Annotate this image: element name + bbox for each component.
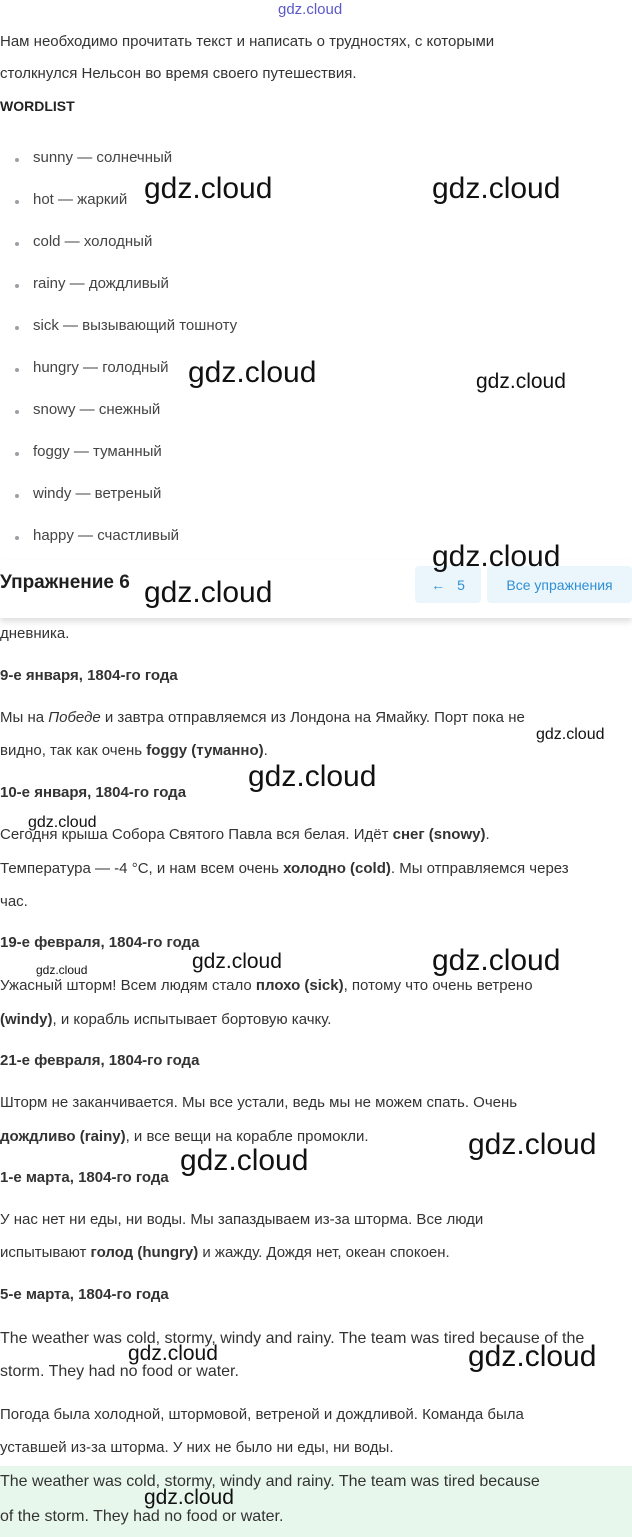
watermark: gdz.cloud — [476, 370, 566, 393]
watermark: gdz.cloud — [180, 1144, 309, 1177]
intro-line-2: столкнулся Нельсон во время своего путешествия. — [0, 65, 357, 82]
watermark: gdz.cloud — [128, 1342, 218, 1365]
watermark: gdz.cloud — [468, 1340, 597, 1373]
watermark: gdz.cloud — [468, 1128, 597, 1161]
arrow-left-icon: ← — [431, 576, 446, 593]
watermark: gdz.cloud — [432, 944, 561, 977]
list-item: hot — жаркий — [33, 191, 128, 208]
diary-date: 19-е февраля, 1804-го года — [0, 934, 200, 951]
answer-highlight-line: of the storm. They had no food or water. — [0, 1508, 284, 1525]
list-item: rainy — дождливый — [33, 275, 169, 292]
diary-line: Сегодня крыша Собора Святого Павла вся белая. Идёт снег (snowy). — [0, 826, 490, 843]
diary-date: 1-е марта, 1804-го года — [0, 1169, 169, 1186]
diary-line: час. — [0, 893, 28, 910]
diary-line: (windy), и корабль испытывает бортовую качку. — [0, 1011, 332, 1028]
watermark: gdz.cloud — [536, 726, 605, 743]
diary-line: У нас нет ни еды, ни воды. Мы запаздываем из-за шторма. Все люди — [0, 1211, 484, 1228]
answer-en-line: The weather was cold, stormy, windy and rainy. The team was tired because of the — [0, 1330, 585, 1347]
list-item: hungry — голодный — [33, 359, 169, 376]
answer-ru-line: уставшей из-за шторма. У них не было ни еды, ни воды. — [0, 1439, 394, 1456]
bullet-icon — [15, 368, 19, 372]
answer-en-line: storm. They had no food or water. — [0, 1363, 239, 1380]
bullet-icon — [15, 536, 19, 540]
answer-ru-line: Погода была холодной, штормовой, ветреной и дождливой. Команда была — [0, 1406, 524, 1423]
diary-line: испытывают голод (hungry) и жажду. Дождя нет, океан спокоен. — [0, 1244, 450, 1261]
wordlist-title: WORDLIST — [0, 98, 75, 114]
prev-exercise-number: 5 — [457, 576, 465, 593]
diary-line: дождливо (rainy), и все вещи на корабле промокли. — [0, 1128, 369, 1145]
bullet-icon — [15, 284, 19, 288]
list-item: sunny — солнечный — [33, 149, 173, 166]
diary-line: Мы на Победе и завтра отправляемся из Лондона на Ямайку. Порт пока не — [0, 709, 525, 726]
bullet-icon — [15, 242, 19, 246]
diary-line: Шторм не заканчивается. Мы все устали, ведь мы не можем спать. Очень — [0, 1094, 518, 1111]
diary-cut-line: дневника. — [0, 625, 70, 642]
diary-line: видно, так как очень foggy (туманно). — [0, 742, 268, 759]
bullet-icon — [15, 200, 19, 204]
watermark: gdz.cloud — [144, 172, 273, 205]
list-item: foggy — туманный — [33, 443, 162, 460]
exercise-title: Упражнение 6 — [0, 572, 130, 593]
bullet-icon — [15, 410, 19, 414]
list-item: happy — счастливый — [33, 527, 179, 544]
watermark: gdz.cloud — [432, 540, 561, 573]
list-item: windy — ветреный — [33, 485, 162, 502]
list-item: sick — вызывающий тошноту — [33, 317, 238, 334]
diary-date: 5-е марта, 1804-го года — [0, 1286, 169, 1303]
watermark: gdz.cloud — [36, 963, 88, 977]
intro-line-1: Нам необходимо прочитать текст и написать о трудностях, с которыми — [0, 33, 495, 50]
bullet-icon — [15, 158, 19, 162]
diary-date: 9-е января, 1804-го года — [0, 667, 178, 684]
watermark: gdz.cloud — [144, 1486, 234, 1509]
watermark: gdz.cloud — [144, 576, 273, 609]
watermark: gdz.cloud — [28, 814, 97, 831]
diary-line: Ужасный шторм! Всем людям стало плохо (sick), потому что очень ветрено — [0, 977, 533, 994]
bullet-icon — [15, 494, 19, 498]
diary-line: Температура — -4 °С, и нам всем очень холодно (cold). Мы отправляемся через — [0, 860, 569, 877]
watermark: gdz.cloud — [188, 356, 317, 389]
watermark: gdz.cloud — [192, 950, 282, 973]
bullet-icon — [15, 452, 19, 456]
diary-date: 10-е января, 1804-го года — [0, 784, 187, 801]
top-watermark: gdz.cloud — [278, 1, 343, 18]
all-exercises-label: Все упражнения — [506, 576, 613, 593]
answer-highlight-line: The weather was cold, stormy, windy and rainy. The team was tired because — [0, 1473, 540, 1490]
bullet-icon — [15, 326, 19, 330]
watermark: gdz.cloud — [432, 172, 561, 205]
diary-date: 21-е февраля, 1804-го года — [0, 1052, 200, 1069]
watermark: gdz.cloud — [248, 760, 377, 793]
list-item: cold — холодный — [33, 233, 153, 250]
list-item: snowy — снежный — [33, 401, 161, 418]
